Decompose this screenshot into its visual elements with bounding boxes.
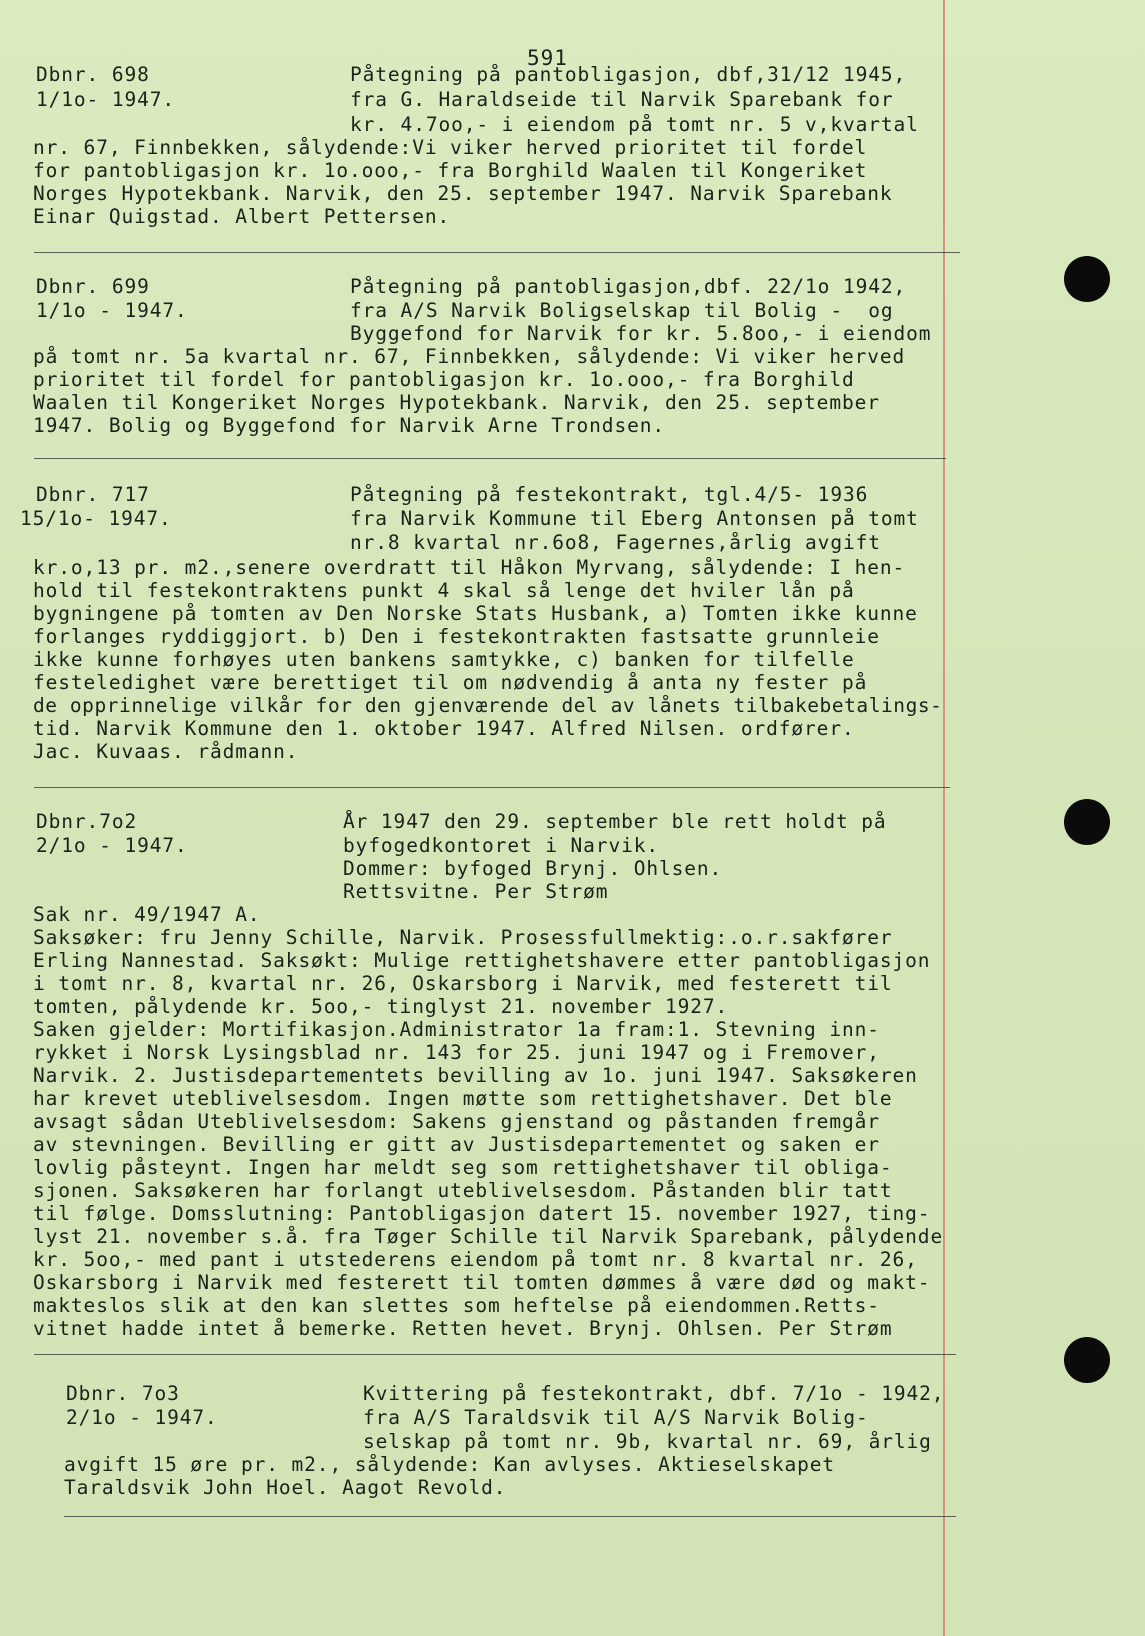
entry-body-line: lyst 21. november s.å. fra Tøger Schille til Narvik Sparebank, pålydende — [33, 1225, 944, 1248]
entry-body-line: bygningene på tomten av Den Norske Stats Husbank, a) Tomten ikke kunne — [33, 602, 918, 625]
entry-header-line: Kvittering på festekontrakt, dbf. 7/1o - 1942, — [363, 1382, 945, 1405]
entry-body-line: lovlig påsteynt. Ingen har meldt seg som rettighetshaver til obliga- — [33, 1156, 893, 1179]
entry-dbnr: Dbnr. 698 — [36, 63, 150, 86]
entry-header-line: fra A/S Taraldsvik til A/S Narvik Bolig- — [363, 1406, 869, 1429]
entry-body-line: makteslos slik at den kan slettes som heftelse på eiendommen.Retts- — [33, 1294, 880, 1317]
entry-divider — [34, 787, 950, 788]
entry-body-line: nr. 67, Finnbekken, sålydende:Vi viker herved prioritet til fordel — [33, 136, 868, 159]
entry-dbnr: Dbnr. 717 — [36, 483, 150, 506]
entry-body-line: Narvik. 2. Justisdepartementets bevilling av 1o. juni 1947. Saksøkeren — [33, 1064, 918, 1087]
entry-header-line: Påtegning på pantobligasjon, dbf,31/12 1945, — [350, 63, 907, 86]
entry-divider — [34, 1354, 956, 1355]
entry-body-line: til følge. Domsslutning: Pantobligasjon datert 15. november 1927, ting- — [33, 1202, 931, 1225]
entry-header-line: Påtegning på pantobligasjon,dbf. 22/1o 1942, — [350, 275, 907, 298]
entry-header-line: nr.8 kvartal nr.6o8, Fagernes,årlig avgift — [350, 531, 881, 554]
entry-body-line: Sak nr. 49/1947 A. — [33, 903, 261, 926]
entry-date: 1/1o - 1947. — [36, 299, 188, 322]
entry-dbnr: Dbnr. 7o3 — [66, 1382, 180, 1405]
entry-body-line: 1947. Bolig og Byggefond for Narvik Arne Trondsen. — [33, 414, 665, 437]
punch-hole-3 — [1064, 1337, 1110, 1383]
entry-body-line: sjonen. Saksøkeren har forlangt uteblivelsesdom. Påstanden blir tatt — [33, 1179, 893, 1202]
entry-body-line: prioritet til fordel for pantobligasjon kr. 1o.ooo,- fra Borghild — [33, 368, 855, 391]
entry-body-line: kr. 5oo,- med pant i utstederens eiendom på tomt nr. 8 kvartal nr. 26, — [33, 1248, 918, 1271]
entry-body-line: avsagt sådan Uteblivelsesdom: Sakens gjenstand og påstanden fremgår — [33, 1110, 880, 1133]
entry-body-line: Saken gjelder: Mortifikasjon.Administrator 1a fram:1. Stevning inn- — [33, 1018, 880, 1041]
entry-header-line: fra Narvik Kommune til Eberg Antonsen på tomt — [350, 507, 919, 530]
entry-divider — [34, 252, 960, 253]
entry-body-line: tid. Narvik Kommune den 1. oktober 1947. Alfred Nilsen. ordfører. — [33, 717, 855, 740]
entry-header-line: Byggefond for Narvik for kr. 5.8oo,- i eiendom — [350, 322, 932, 345]
entry-header-line: Rettsvitne. Per Strøm — [343, 880, 609, 903]
entry-body-line: hold til festekontraktens punkt 4 skal så lenge det hviler lån på — [33, 579, 855, 602]
entry-body-line: av stevningen. Bevilling er gitt av Justisdepartementet og saken er — [33, 1133, 880, 1156]
entry-body-line: rykket i Norsk Lysingsblad nr. 143 for 25. juni 1947 og i Fremover, — [33, 1041, 880, 1064]
entry-date: 15/1o- 1947. — [20, 507, 172, 530]
entry-date: 2/1o - 1947. — [66, 1406, 218, 1429]
entry-body-line: tomten, pålydende kr. 5oo,- tinglyst 21. november 1927. — [33, 995, 729, 1018]
entry-body-line: Norges Hypotekbank. Narvik, den 25. september 1947. Narvik Sparebank — [33, 182, 893, 205]
entry-body-line: på tomt nr. 5a kvartal nr. 67, Finnbekken, sålydende: Vi viker herved — [33, 345, 906, 368]
entry-body-line: vitnet hadde intet å bemerke. Retten hevet. Brynj. Ohlsen. Per Strøm — [33, 1317, 893, 1340]
entry-dbnr: Dbnr.7o2 — [36, 810, 138, 833]
entry-body-line: forlanges ryddiggjort. b) Den i festekontrakten fastsatte grunnleie — [33, 625, 880, 648]
entry-body-line: Jac. Kuvaas. rådmann. — [33, 740, 299, 763]
entry-body-line: de opprinnelige vilkår for den gjenværende del av lånets tilbakebetalings- — [33, 694, 943, 717]
entry-body-line: for pantobligasjon kr. 1o.ooo,- fra Borghild Waalen til Kongeriket — [33, 159, 868, 182]
entry-header-line: Dommer: byfoged Brynj. Ohlsen. — [343, 857, 723, 880]
page-number: 591 — [527, 46, 568, 70]
entry-body-line: avgift 15 øre pr. m2., sålydende: Kan avlyses. Aktieselskapet — [64, 1453, 836, 1476]
entry-header-line: fra A/S Narvik Boligselskap til Bolig - og — [350, 299, 894, 322]
entry-body-line: Einar Quigstad. Albert Pettersen. — [33, 205, 451, 228]
entry-date: 1/1o- 1947. — [36, 88, 176, 111]
entry-body-line: kr.o,13 pr. m2.,senere overdratt til Håkon Myrvang, sålydende: I hen- — [33, 556, 906, 579]
entry-body-line: ikke kunne forhøyes uten bankens samtykke, c) banken for tilfelle — [33, 648, 855, 671]
entry-header-line: År 1947 den 29. september ble rett holdt på — [343, 810, 887, 833]
entry-body-line: Saksøker: fru Jenny Schille, Narvik. Prosessfullmektig:.o.r.sakfører — [33, 926, 893, 949]
entry-body-line: festeledighet være berettiget til om nødvendig å anta ny fester på — [33, 671, 868, 694]
entry-dbnr: Dbnr. 699 — [36, 275, 150, 298]
entry-body-line: Oskarsborg i Narvik med festerett til tomten dømmes å være død og makt- — [33, 1271, 931, 1294]
entry-body-line: har krevet uteblivelsesdom. Ingen møtte som rettighetshaver. Det ble — [33, 1087, 893, 1110]
entry-body-line: Waalen til Kongeriket Norges Hypotekbank. Narvik, den 25. september — [33, 391, 880, 414]
entry-body-line: Erling Nannestad. Saksøkt: Mulige rettighetshavere etter pantobligasjon — [33, 949, 931, 972]
punch-hole-2 — [1064, 799, 1110, 845]
entry-header-line: selskap på tomt nr. 9b, kvartal nr. 69, årlig — [363, 1430, 932, 1453]
entry-header-line: Påtegning på festekontrakt, tgl.4/5- 1936 — [350, 483, 869, 506]
entry-header-line: fra G. Haraldseide til Narvik Sparebank for — [350, 88, 894, 111]
entry-divider — [34, 458, 946, 459]
entry-body-line: Taraldsvik John Hoel. Aagot Revold. — [64, 1476, 507, 1499]
entry-date: 2/1o - 1947. — [36, 834, 188, 857]
entry-header-line: byfogedkontoret i Narvik. — [343, 834, 659, 857]
entry-divider — [64, 1516, 956, 1517]
entry-header-line: kr. 4.7oo,- i eiendom på tomt nr. 5 v,kvartal — [350, 113, 919, 136]
entry-body-line: i tomt nr. 8, kvartal nr. 26, Oskarsborg i Narvik, med festerett til — [33, 972, 893, 995]
punch-hole-1 — [1064, 256, 1110, 302]
